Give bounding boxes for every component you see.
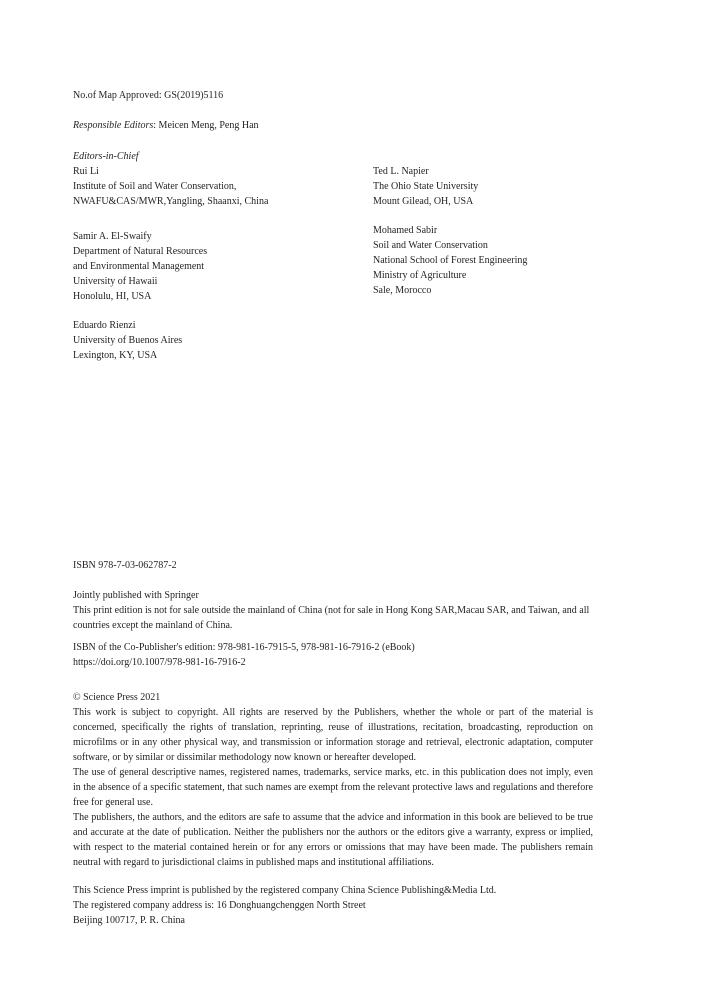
editor-block-napier — [373, 164, 673, 209]
imprint-block — [73, 883, 613, 928]
editor-affiliation: Institute of Soil and Water Conservation, — [73, 181, 237, 192]
responsible-editors — [73, 118, 259, 133]
copyright-block — [73, 690, 593, 870]
editor-block-rui-li — [73, 164, 373, 209]
editor-block-sabir — [373, 223, 673, 298]
editor-affiliation: Ministry of Agriculture — [373, 270, 467, 281]
jointly-published-line: Jointly published with Springer — [73, 590, 199, 601]
sale-notice: This print edition is not for sale outside the mainland of China (not for sale in Hong Kong SAR,Macau SAR, and Taiwan, and all countries except the mainland of China. — [73, 605, 590, 631]
editor-name: Ted L. Napier — [373, 166, 429, 177]
editor-name: Rui Li — [73, 166, 99, 177]
editor-block-rienzi — [73, 318, 373, 363]
imprint-line: Beijing 100717, P. R. China — [73, 915, 185, 926]
imprint-line: This Science Press imprint is published by the registered company China Science Publishing&Media Ltd. — [73, 885, 497, 896]
copublisher-info — [73, 640, 593, 670]
copyright-paragraph: This work is subject to copyright. All rights are reserved by the Publishers, whether the whole or part of the material is concerned, specifically the rights of translation, reprinting, reuse of illustrations, recitation, broadcasting, reproduction on microfilms or in any other physical way, and transmission or information storage and retrieval, electronic adaptation, computer software, or by similar or dissimilar methodology now known or hereafter developed. — [73, 707, 593, 763]
copyright-line: © Science Press 2021 — [73, 692, 161, 703]
copyright-paragraph: The use of general descriptive names, registered names, trademarks, service marks, etc. in this publication does not imply, even in the absence of a specific statement, that such names are exempt from the relevant protective laws and regulations and therefore free for general use. — [73, 767, 593, 808]
copublisher-isbn-line: ISBN of the Co-Publisher's edition: 978-981-16-7915-5, 978-981-16-7916-2 (eBook) — [73, 642, 415, 653]
editor-affiliation: NWAFU&CAS/MWR,Yangling, Shaanxi, China — [73, 196, 269, 207]
editor-block-el-swaify — [73, 229, 373, 304]
editor-name: Eduardo Rienzi — [73, 320, 136, 331]
responsible-editors-names: : Meicen Meng, Peng Han — [153, 120, 259, 131]
map-approval-line: No.of Map Approved: GS(2019)5116 — [73, 90, 224, 101]
editor-name: Samir A. El-Swaify — [73, 231, 152, 242]
editor-affiliation: Soil and Water Conservation — [373, 240, 488, 251]
editors-in-chief-heading: Editors-in-Chief — [73, 151, 139, 162]
editor-affiliation: Sale, Morocco — [373, 285, 432, 296]
editor-name: Mohamed Sabir — [373, 225, 438, 236]
editor-affiliation: University of Hawaii — [73, 276, 158, 287]
editor-affiliation: University of Buenos Aires — [73, 335, 183, 346]
editor-affiliation: National School of Forest Engineering — [373, 255, 528, 266]
editor-affiliation: Department of Natural Resources — [73, 246, 208, 257]
editor-affiliation: Mount Gilead, OH, USA — [373, 196, 474, 207]
imprint-line: The registered company address is: 16 Donghuangchenggen North Street — [73, 900, 366, 911]
doi-link[interactable]: https://doi.org/10.1007/978-981-16-7916-2 — [73, 657, 246, 668]
editor-affiliation: Lexington, KY, USA — [73, 350, 158, 361]
editor-affiliation: and Environmental Management — [73, 261, 205, 272]
publication-info — [73, 588, 593, 633]
copyright-paragraph: The publishers, the authors, and the editors are safe to assume that the advice and information in this book are believed to be true and accurate at the date of publication. Neither the publishers nor the authors or the editors give a warranty, express or implied, with respect to the material contained herein or for any errors or omissions that may have been made. The publishers remain neutral with regard to jurisdictional claims in published maps and institutional affiliations. — [73, 812, 593, 868]
editor-affiliation: The Ohio State University — [373, 181, 479, 192]
responsible-editors-label: Responsible Editors — [73, 120, 154, 131]
editor-affiliation: Honolulu, HI, USA — [73, 291, 152, 302]
isbn-line: ISBN 978-7-03-062787-2 — [73, 560, 177, 571]
